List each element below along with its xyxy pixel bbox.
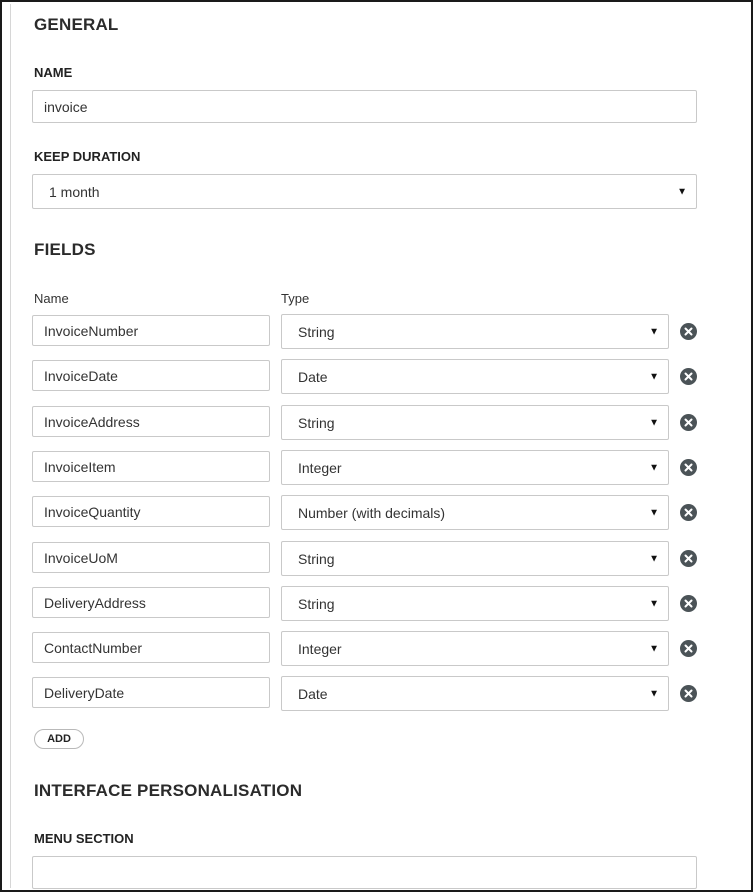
caret-down-icon: ▼ bbox=[649, 507, 659, 518]
remove-field-icon[interactable] bbox=[680, 550, 697, 567]
remove-field-icon[interactable] bbox=[680, 368, 697, 385]
field-type-select[interactable] bbox=[281, 631, 669, 666]
section-title-fields: FIELDS bbox=[34, 240, 96, 259]
section-title-general: GENERAL bbox=[34, 15, 119, 34]
field-type-value: String bbox=[298, 595, 335, 612]
field-type-value: Integer bbox=[298, 640, 342, 657]
field-type-value: Date bbox=[298, 685, 328, 702]
add-field-button[interactable]: ADD bbox=[34, 729, 84, 749]
caret-down-icon: ▼ bbox=[649, 643, 659, 654]
remove-field-icon[interactable] bbox=[680, 640, 697, 657]
field-type-value: Number (with decimals) bbox=[298, 504, 446, 521]
field-type-value: Integer bbox=[298, 459, 342, 476]
section-title-interface: INTERFACE PERSONALISATION bbox=[34, 781, 303, 800]
field-name-input[interactable] bbox=[32, 587, 270, 618]
left-divider bbox=[10, 4, 11, 888]
keep-duration-select[interactable] bbox=[32, 174, 697, 209]
field-type-select[interactable] bbox=[281, 495, 669, 530]
field-name-input[interactable] bbox=[32, 496, 270, 527]
field-name-input[interactable] bbox=[32, 542, 270, 573]
keep-duration-value: 1 month bbox=[49, 183, 100, 200]
remove-field-icon[interactable] bbox=[680, 459, 697, 476]
remove-field-icon[interactable] bbox=[680, 323, 697, 340]
caret-down-icon: ▼ bbox=[649, 417, 659, 428]
remove-field-icon[interactable] bbox=[680, 504, 697, 521]
field-name-input[interactable] bbox=[32, 451, 270, 482]
remove-field-icon[interactable] bbox=[680, 414, 697, 431]
caret-down-icon: ▼ bbox=[677, 186, 687, 197]
caret-down-icon: ▼ bbox=[649, 326, 659, 337]
caret-down-icon: ▼ bbox=[649, 462, 659, 473]
field-name-input[interactable] bbox=[32, 632, 270, 663]
caret-down-icon: ▼ bbox=[649, 688, 659, 699]
field-type-value: String bbox=[298, 550, 335, 567]
menu-section-label: MENU SECTION bbox=[34, 831, 134, 846]
keep-duration-label: KEEP DURATION bbox=[34, 149, 141, 164]
field-name-input[interactable] bbox=[32, 315, 270, 346]
field-type-select[interactable] bbox=[281, 314, 669, 349]
field-type-value: String bbox=[298, 323, 335, 340]
remove-field-icon[interactable] bbox=[680, 685, 697, 702]
column-header-name: Name bbox=[34, 291, 69, 306]
field-type-value: String bbox=[298, 414, 335, 431]
field-name-input[interactable] bbox=[32, 677, 270, 708]
name-input[interactable] bbox=[32, 90, 697, 123]
field-type-select[interactable] bbox=[281, 405, 669, 440]
caret-down-icon: ▼ bbox=[649, 371, 659, 382]
column-header-type: Type bbox=[281, 291, 310, 306]
field-type-select[interactable] bbox=[281, 541, 669, 576]
field-type-value: Date bbox=[298, 368, 328, 385]
caret-down-icon: ▼ bbox=[649, 598, 659, 609]
remove-field-icon[interactable] bbox=[680, 595, 697, 612]
name-label: NAME bbox=[34, 65, 73, 80]
field-name-input[interactable] bbox=[32, 360, 270, 391]
field-type-select[interactable] bbox=[281, 676, 669, 711]
field-type-select[interactable] bbox=[281, 359, 669, 394]
field-name-input[interactable] bbox=[32, 406, 270, 437]
field-type-select[interactable] bbox=[281, 450, 669, 485]
caret-down-icon: ▼ bbox=[649, 553, 659, 564]
menu-section-input[interactable] bbox=[32, 856, 697, 889]
field-type-select[interactable] bbox=[281, 586, 669, 621]
